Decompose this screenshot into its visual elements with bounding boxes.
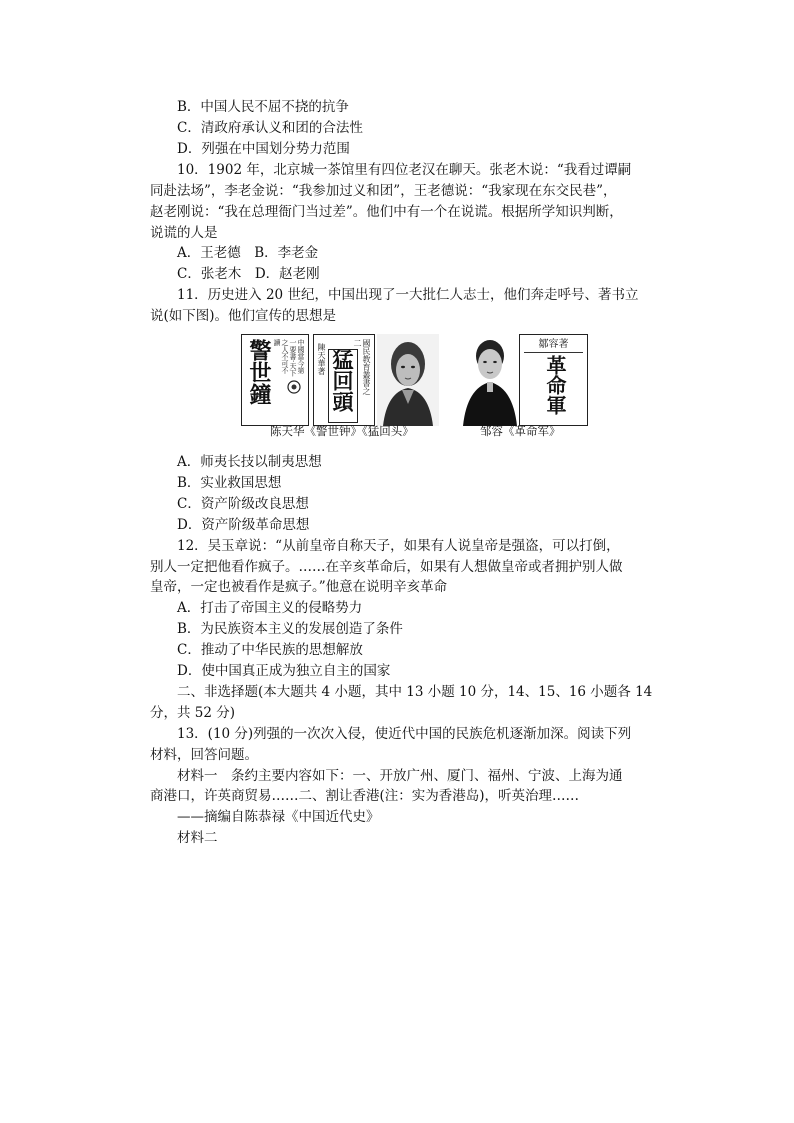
- q11-option-c: C．资产阶级改良思想: [177, 496, 309, 512]
- q10-stem-line3: 赵老刚说：“我在总理衙门当过差”。他们中有一个在说谎。根据所学知识判断，: [150, 204, 623, 220]
- q11-stem-line2: 说(如下图)。他们宣传的思想是: [150, 308, 337, 324]
- q12-stem-line2: 别人一定把他看作疯子。……在辛亥革命后，如果有人想做皇帝或者拥护别人做: [150, 559, 623, 575]
- q12-option-c: C．推动了中华民族的思想解放: [177, 642, 363, 658]
- q11-stem-line1: 11．历史进入 20 世纪，中国出现了一大批仁人志士，他们奔走呼号、著书立: [177, 287, 639, 303]
- section2-heading-line2: 分，共 52 分): [150, 705, 236, 721]
- q12-option-d: D．使中国真正成为独立自主的国家: [177, 663, 391, 679]
- portrait-zou-rong: [461, 334, 519, 426]
- q13-material2-label: 材料二: [177, 830, 218, 846]
- book2-author-text: 陳天華著: [317, 343, 326, 375]
- q13-material1-line1: 材料一 条约主要内容如下：一、开放广州、厦门、福州、宁波、上海为通: [177, 768, 623, 784]
- q11-figure: [241, 334, 569, 426]
- q13-source: ——摘编自陈恭禄《中国近代史》: [177, 809, 380, 825]
- q11-option-b: B．实业救国思想: [177, 475, 282, 491]
- book3-header: 鄒容著: [524, 338, 583, 353]
- q12-stem-line1: 12．吴玉章说：“从前皇帝自称天子，如果有人说皇帝是强盗，可以打倒，: [177, 538, 620, 554]
- q11-option-a: A．师夷长技以制夷思想: [177, 454, 322, 470]
- q13-material1-line2: 商港口，许英商贸易……二、割让香港(注：实为香港岛)，听英治理……: [150, 788, 580, 804]
- figure-caption-left: 陈天华《警世钟》《猛回头》: [270, 424, 414, 438]
- q10-options-cd: C．张老木 D．赵老刚: [177, 266, 320, 282]
- q9-option-c: C．清政府承认义和团的合法性: [177, 120, 363, 136]
- book-cover-menghuitou: [313, 334, 375, 426]
- book2-title: 猛回頭: [330, 349, 355, 412]
- q10-stem-line1: 10．1902 年，北京城一茶馆里有四位老汉在聊天。张老木说：“我看过谭嗣: [177, 162, 632, 178]
- q10-stem-line4: 说谎的人是: [150, 225, 218, 241]
- q11-option-d: D．资产阶级革命思想: [177, 517, 310, 533]
- q10-options-ab: A．王老德 B．李老金: [177, 245, 319, 261]
- book1-title: 警世鐘: [246, 339, 272, 405]
- book-cover-jingshizhong: [241, 334, 309, 426]
- q12-option-a: A．打击了帝国主义的侵略势力: [177, 600, 363, 616]
- q12-option-b: B．为民族资本主义的发展创造了条件: [177, 621, 403, 637]
- section2-heading-line1: 二、非选择题(本大题共 4 小题，其中 13 小题 10 分，14、15、16 小题各 14: [177, 684, 653, 700]
- q9-option-d: D．列强在中国划分势力范围: [177, 141, 350, 157]
- q10-stem-line2: 同赴法场”，李老金说：“我参加过义和团”，王老德说：“我家现在东交民巷”，: [150, 183, 617, 199]
- book1-side-text: 中國當今第一要書·天下之人不可不讀: [273, 339, 305, 377]
- q13-stem-line2: 材料，回答问题。: [150, 747, 258, 763]
- book3-title: 革命軍: [543, 355, 567, 415]
- figure-caption-right: 邹容《革命军》: [480, 424, 561, 438]
- q13-stem-line1: 13．(10 分)列强的一次次入侵，使近代中国的民族危机逐渐加深。阅读下列: [177, 726, 632, 742]
- book1-seal-icon: [286, 379, 302, 395]
- book2-side-text: 國民教育叢書之二: [353, 339, 371, 395]
- book-cover-gemingjun: [519, 334, 569, 426]
- portrait-chen-tianhua: [377, 334, 439, 426]
- q12-stem-line3: 皇帝，一定也被看作是疯子。”他意在说明辛亥革命: [150, 579, 448, 595]
- q9-option-b: B．中国人民不屈不挠的抗争: [177, 99, 349, 115]
